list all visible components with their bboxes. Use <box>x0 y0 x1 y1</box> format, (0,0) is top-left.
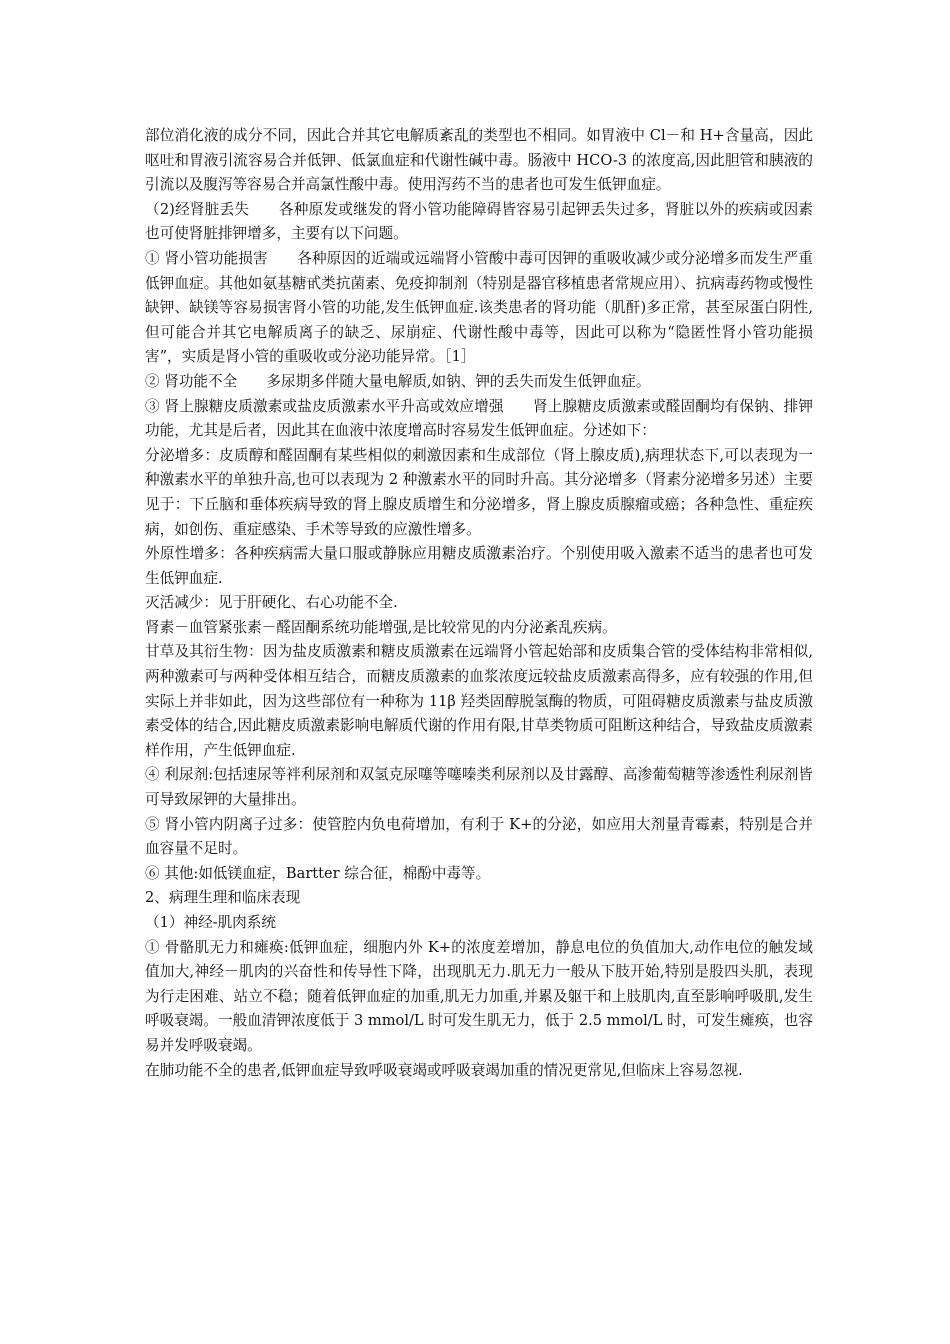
paragraph-7: 外原性增多：各种疾病需大量口服或静脉应用糖皮质激素治疗。个别使用吸入激素不适当的患者也可发生低钾血症. <box>145 545 813 587</box>
paragraph-17: 在肺功能不全的患者,低钾血症导致呼吸衰竭或呼吸衰竭加重的情况更常见,但临床上容易忽视. <box>145 1061 743 1079</box>
paragraph-3: ① 肾小管功能损害 各种原因的近端或远端肾小管酸中毒可因钾的重吸收减少或分泌增多而发生严重低钾血症。其他如氨基糖甙类抗菌素、免疫抑制剂（特别是器官移植患者常规应用）、抗病毒药物或慢性缺钾、缺镁等容易损害肾小管的功能,发生低钾血症.该类患者的肾功能（肌酐)多正常，甚至尿蛋白阴性,但可能合并其它电解质离子的缺乏、尿崩症、代谢性酸中毒等，因此可以称为“隐匿性肾小管功能损害”，实质是肾小管的重吸收或分泌功能异常。［1］ <box>145 249 813 366</box>
paragraph-2: （2)经肾脏丢失 各种原发或继发的肾小管功能障碍皆容易引起钾丢失过多，肾脏以外的疾病或因素也可使肾脏排钾增多，主要有以下问题。 <box>145 200 813 243</box>
paragraph-13: ⑥ 其他:如低镁血症，Bartter 综合征，棉酚中毒等。 <box>145 864 491 882</box>
paragraph-6: 分泌增多：皮质醇和醛固酮有某些相似的刺激因素和生成部位（肾上腺皮质),病理状态下,可以表现为一种激素水平的单独升高,也可以表现为 2 种激素水平的同时升高。其分泌增多（肾素分泌增多另述）主要见于：下丘脑和垂体疾病导致的肾上腺皮质增生和分泌增多，肾上腺皮质腺瘤或癌；各种急性、重症疾病，如创伤、重症感染、手术等导致的应激性增多。 <box>145 446 813 538</box>
document-body <box>145 124 813 1083</box>
paragraph-12: ⑤ 肾小管内阴离子过多：使管腔内负电荷增加，有利于 K+的分泌，如应用大剂量青霉素，特别是合并血容量不足时。 <box>145 815 813 858</box>
paragraph-10: 甘草及其衍生物：因为盐皮质激素和糖皮质激素在远端肾小管起始部和皮质集合管的受体结构非常相似,两种激素可与两种受体相互结合，而糖皮质激素的血浆浓度远较盐皮质激素高得多，应有较强的作用,但实际上并非如此，因为这些部位有一种称为 11β 羟类固醇脱氢酶的物质，可阻碍糖皮质激素与盐皮质激素受体的结合,因此糖皮质激素影响电解质代谢的作用有限,甘草类物质可阻断这种结合，导致盐皮质激素样作用，产生低钾血症. <box>145 643 813 759</box>
paragraph-16: ① 骨骼肌无力和瘫痪:低钾血症，细胞内外 K+的浓度差增加，静息电位的负值加大,动作电位的触发域值加大,神经－肌肉的兴奋性和传导性下降，出现肌无力.肌无力一般从下肢开始,特别是股四头肌，表现为行走困难、站立不稳；随着低钾血症的加重,肌无力加重,并累及躯干和上肢肌肉,直至影响呼吸肌,发生呼吸衰竭。一般血清钾浓度低于 3 mmol/L 时可发生肌无力，低于 2.5 mmol/L 时，可发生瘫痪，也容易并发呼吸衰竭。 <box>145 938 813 1054</box>
paragraph-11: ④ 利尿剂:包括速尿等袢利尿剂和双氢克尿噻等噻嗪类利尿剂以及甘露醇、高渗葡萄糖等渗透性利尿剂皆可导致尿钾的大量排出。 <box>145 766 813 809</box>
paragraph-9: 肾素－血管紧张素－醛固酮系统功能增强,是比较常见的内分泌紊乱疾病。 <box>145 618 617 636</box>
subsection-heading: （1）神经-肌肉系统 <box>145 914 276 931</box>
section-heading: 2、病理生理和临床表现 <box>145 889 301 907</box>
paragraph-1: 部位消化液的成分不同，因此合并其它电解质紊乱的类型也不相同。如胃液中 Cl－和 H+含量高，因此呕吐和胃液引流容易合并低钾、低氯血症和代谢性碱中毒。肠液中 HCO-3 的浓度高,因此胆管和胰液的引流以及腹泻等容易合并高氯性酸中毒。使用泻药不当的患者也可发生低钾血症。 <box>145 127 813 194</box>
paragraph-5: ③ 肾上腺糖皮质激素或盐皮质激素水平升高或效应增强 肾上腺糖皮质激素或醛固酮均有保钠、排钾功能，尤其是后者，因此其在血液中浓度增高时容易发生低钾血症。分述如下： <box>145 397 813 440</box>
paragraph-8: 灭活减少：见于肝硬化、右心功能不全. <box>145 594 398 612</box>
paragraph-4: ② 肾功能不全 多尿期多伴随大量电解质,如钠、钾的丢失而发生低钾血症。 <box>145 372 651 390</box>
